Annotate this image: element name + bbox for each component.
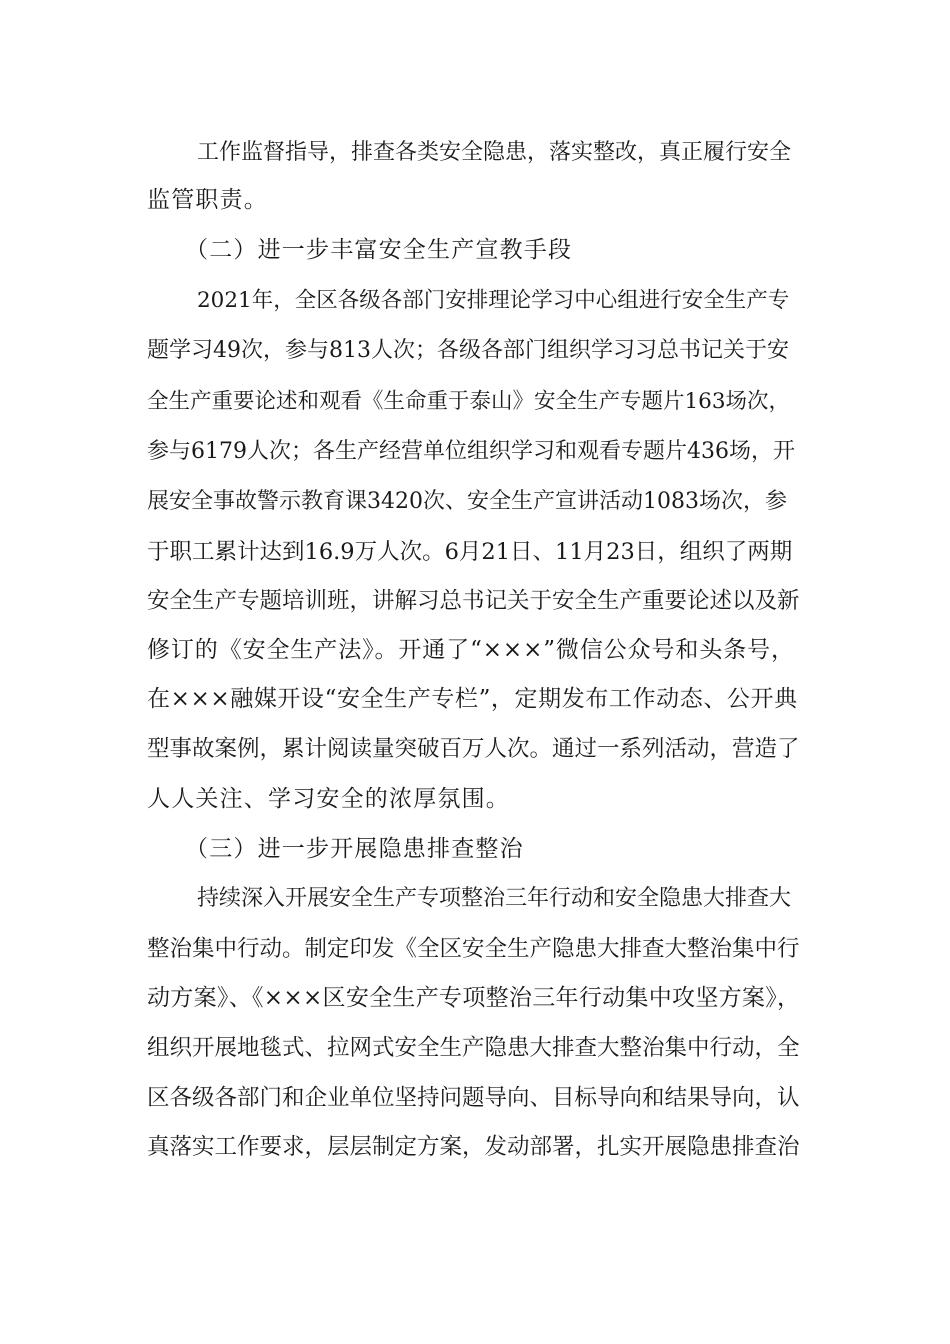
text-line: 工作监督指导，排查各类安全隐患，落实整改，真正履行安全 bbox=[197, 140, 792, 165]
text-line: 型事故案例，累计阅读量突破百万人次。通过一系列活动，营造了 bbox=[147, 736, 800, 762]
text-line: 真落实工作要求，层层制定方案，发动部署，扎实开展隐患排查治 bbox=[147, 1134, 800, 1160]
text-line: 2021年，全区各级各部门安排理论学习中心组进行安全生产专 bbox=[197, 288, 790, 313]
text-line: 参与6179人次；各生产经营单位组织学习和观看专题片436场，开 bbox=[147, 439, 795, 464]
section-heading: （三）进一步开展隐患排查整治 bbox=[185, 836, 524, 862]
text-line: 展安全事故警示教育课3420次、安全生产宣讲活动1083场次，参 bbox=[147, 489, 787, 514]
text-line: 组织开展地毯式、拉网式安全生产隐患大排查大整治集中行动，全 bbox=[147, 1035, 800, 1061]
section-heading: （二）进一步丰富安全生产宣教手段 bbox=[185, 237, 573, 263]
text-line: 修订的《安全生产法》。开通了“×××”微信公众号和头条号， bbox=[147, 637, 795, 663]
text-line: 在×××融媒开设“安全生产专栏”，定期发布工作动态、公开典 bbox=[147, 686, 798, 712]
text-line: 监管职责。 bbox=[147, 187, 268, 213]
text-line: 动方案》、《×××区安全生产专项整治三年行动集中攻坚方案》， bbox=[147, 985, 801, 1011]
text-line: 区各级各部门和企业单位坚持问题导向、目标导向和结果导向，认 bbox=[147, 1085, 800, 1111]
text-line: 全生产重要论述和观看《生命重于泰山》安全生产专题片163场次， bbox=[147, 389, 791, 414]
text-line: 整治集中行动。制定印发《全区安全生产隐患大排查大整治集中行 bbox=[147, 936, 800, 962]
text-line: 安全生产专题培训班，讲解习总书记关于安全生产重要论述以及新 bbox=[147, 588, 800, 614]
text-line: 题学习49次，参与813人次；各级各部门组织学习习总书记关于安 bbox=[147, 338, 789, 363]
text-line: 持续深入开展安全生产专项整治三年行动和安全隐患大排查大 bbox=[197, 886, 792, 911]
text-line: 人人关注、学习安全的浓厚氛围。 bbox=[147, 786, 510, 812]
text-line: 于职工累计达到16.9万人次。6月21日、11月23日，组织了两期 bbox=[147, 539, 793, 565]
